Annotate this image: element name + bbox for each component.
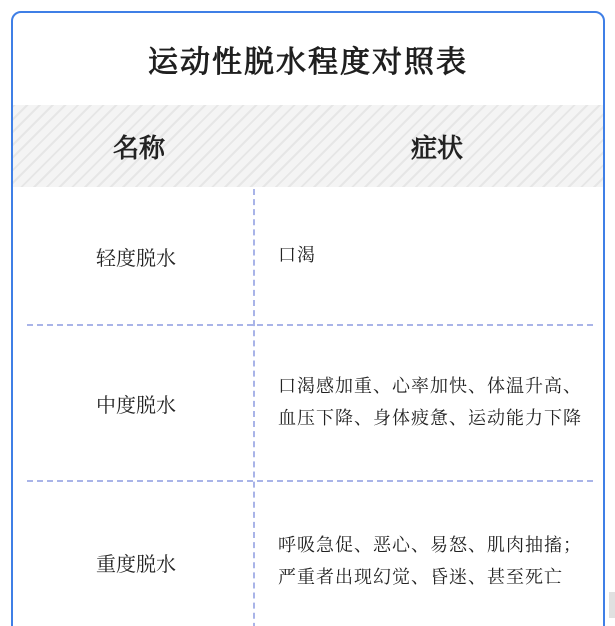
- dehydration-table-card: [11, 11, 605, 626]
- row-name: 轻度脱水: [96, 245, 176, 270]
- header-symptom: 症状: [411, 133, 464, 164]
- table-header: [13, 105, 603, 187]
- table-row: [13, 189, 603, 323]
- row-name: 重度脱水: [96, 551, 176, 576]
- row-symptom: 口渴: [278, 245, 316, 266]
- row-name: 中度脱水: [96, 392, 176, 417]
- table-title: 运动性脱水程度对照表: [148, 45, 468, 80]
- row-symptom: 呼吸急促、恶心、易怒、肌肉抽搐；严重者出现幻觉、昏迷、甚至死亡: [278, 535, 582, 588]
- table-row: [13, 482, 603, 626]
- scroll-edge-marker: [609, 592, 615, 618]
- table-row: [13, 326, 603, 480]
- row-symptom: 口渴感加重、心率加快、体温升高、血压下降、身体疲惫、运动能力下降: [278, 376, 582, 429]
- header-name: 名称: [112, 133, 165, 164]
